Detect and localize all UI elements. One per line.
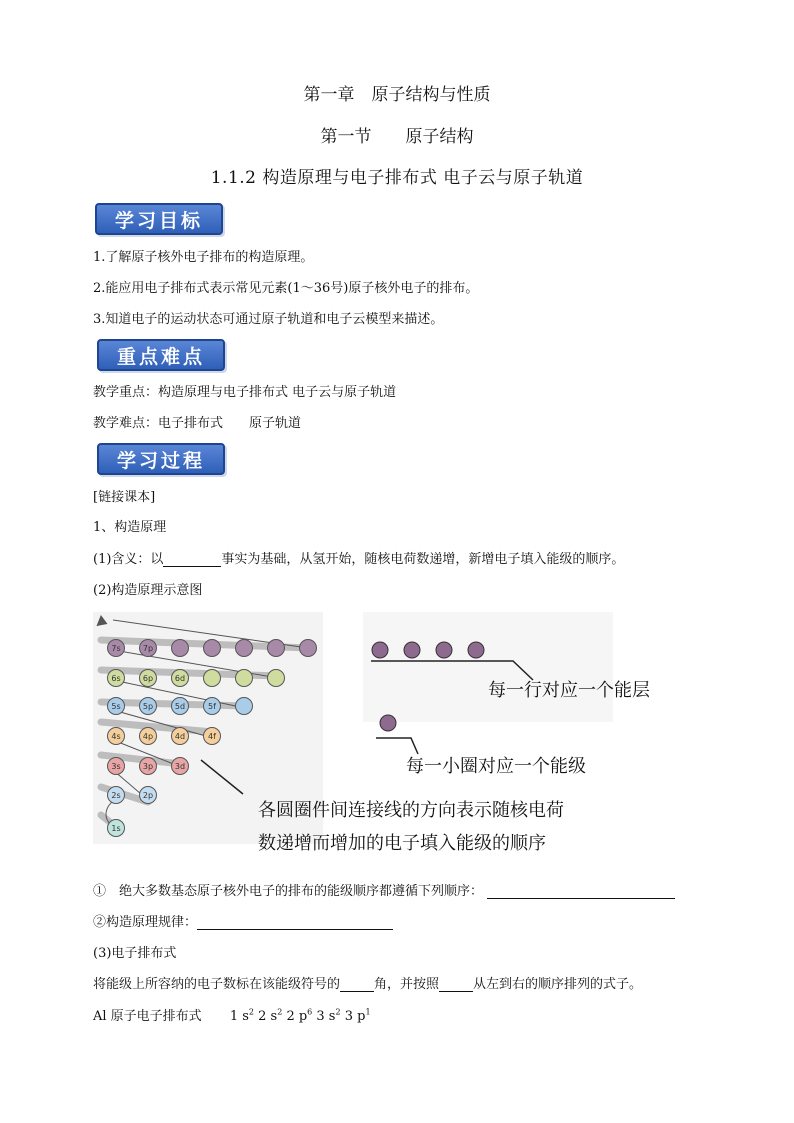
al-example-label: Al 原子电子排布式 — [93, 1009, 202, 1024]
caption-row: 每一行对应一个能层 — [488, 680, 650, 701]
sublevel-label: 3d — [174, 762, 186, 771]
caption-order-2: 数递增而增加的电子填入能级的顺序 — [258, 833, 546, 854]
sublevel-label: 5s — [111, 702, 121, 711]
item-order-text: ① 绝大多数基态原子核外电子的排布的能级顺序都遵循下列顺序： — [93, 884, 484, 899]
sublevel-circle — [300, 640, 317, 657]
caption-circle: 每一小圈对应一个能级 — [406, 756, 586, 777]
sublevel-label: 7p — [142, 644, 154, 653]
sublevel-label: 4d — [174, 732, 186, 741]
question-meaning-post: 事实为基础，从氢开始，随核电荷数递增，新增电子填入能级的顺序。 — [221, 552, 625, 567]
diagram-panel-right — [363, 612, 613, 722]
sublevel-label: 3s — [111, 762, 121, 771]
term-3s: 3 s — [312, 1009, 336, 1024]
question-diagram: (2)构造原理示意图 — [93, 583, 203, 598]
sublevel-circle — [204, 640, 221, 657]
objective-3: 3.知道电子的运动状态可通过原子轨道和电子云模型来描述。 — [93, 312, 444, 327]
sublevel-circle — [268, 640, 285, 657]
chapter-title: 第一章 原子结构与性质 — [303, 85, 491, 105]
badge-process: 学习过程 — [97, 443, 225, 475]
blank-fill-in[interactable] — [163, 552, 221, 567]
sup-3p: 1 — [365, 1007, 371, 1017]
section-title: 第一节 原子结构 — [320, 127, 474, 147]
item-rule — [93, 911, 393, 930]
sublevel-label: 4p — [142, 732, 154, 741]
circle-legend — [380, 715, 396, 731]
blank-position[interactable] — [340, 977, 374, 992]
circle-pointer-line — [376, 738, 418, 754]
sublevel-label: 1s — [111, 824, 121, 833]
sublevel-label: 4s — [111, 732, 121, 741]
sublevel-label: 3p — [142, 762, 154, 771]
sup-2p: 6 — [307, 1007, 313, 1017]
sup-2s: 2 — [277, 1007, 283, 1017]
sublevel-label: 6p — [142, 674, 154, 683]
sublevel-label: 5f — [208, 702, 216, 711]
term-2s: 2 s — [254, 1009, 278, 1024]
sublevel-circle — [204, 670, 221, 687]
blank-order-rule[interactable] — [439, 977, 473, 992]
sup-3s: 2 — [335, 1007, 341, 1017]
configuration-definition — [93, 973, 642, 992]
objective-1: 1.了解原子核外电子排布的构造原理。 — [93, 250, 314, 265]
sublevel-label: 6s — [111, 674, 121, 683]
sublevel-circle — [236, 640, 253, 657]
al-example — [93, 1005, 371, 1024]
blank-rule[interactable] — [197, 915, 393, 930]
definition-part-c: 从左到右的顺序排列的式子。 — [473, 977, 643, 992]
sublevel-circle — [172, 640, 189, 657]
lesson-title: 1.1.2 构造原理与电子排布式 电子云与原子轨道 — [210, 168, 584, 188]
sublevel-label: 2s — [111, 791, 121, 800]
aufbau-diagram — [93, 612, 733, 862]
badge-key-points: 重点难点 — [97, 339, 225, 371]
sublevel-label: 6d — [174, 674, 186, 683]
caption-order-1: 各圆圈件间连接线的方向表示随核电荷 — [258, 800, 564, 821]
term-1s: 1 s — [229, 1009, 249, 1024]
question-meaning-pre: (1)含义：以 — [93, 552, 164, 567]
heading-configuration: (3)电子排布式 — [93, 946, 177, 961]
sup-1s: 2 — [248, 1007, 254, 1017]
definition-part-b: 角，并按照 — [374, 977, 440, 992]
link-textbook: [链接课本] — [93, 490, 156, 505]
sublevel-label: 5d — [174, 702, 186, 711]
sublevel-label: 7s — [111, 644, 121, 653]
sublevel-label: 5p — [142, 702, 154, 711]
teaching-difficulty: 教学难点：电子排布式 原子轨道 — [93, 416, 302, 431]
question-meaning — [93, 548, 624, 567]
heading-aufbau: 1、构造原理 — [93, 520, 167, 535]
teaching-focus: 教学重点：构造原理与电子排布式 电子云与原子轨道 — [93, 385, 397, 400]
objective-2: 2.能应用电子排布式表示常见元素(1～36号)原子核外电子的排布。 — [93, 281, 479, 296]
item-order — [93, 880, 675, 899]
term-3p: 3 p — [340, 1009, 366, 1024]
item-rule-text: ②构造原理规律： — [93, 915, 198, 930]
blank-order[interactable] — [487, 884, 675, 899]
sublevel-label: 4f — [208, 732, 216, 741]
badge-objectives: 学习目标 — [95, 203, 223, 235]
term-2p: 2 p — [282, 1009, 308, 1024]
sublevel-circle — [268, 670, 285, 687]
sublevel-circle — [236, 698, 253, 715]
sublevel-label: 2p — [142, 791, 154, 800]
sublevel-circle — [236, 670, 253, 687]
al-configuration — [230, 1009, 371, 1024]
definition-part-a: 将能级上所容纳的电子数标在该能级符号的 — [93, 977, 341, 992]
